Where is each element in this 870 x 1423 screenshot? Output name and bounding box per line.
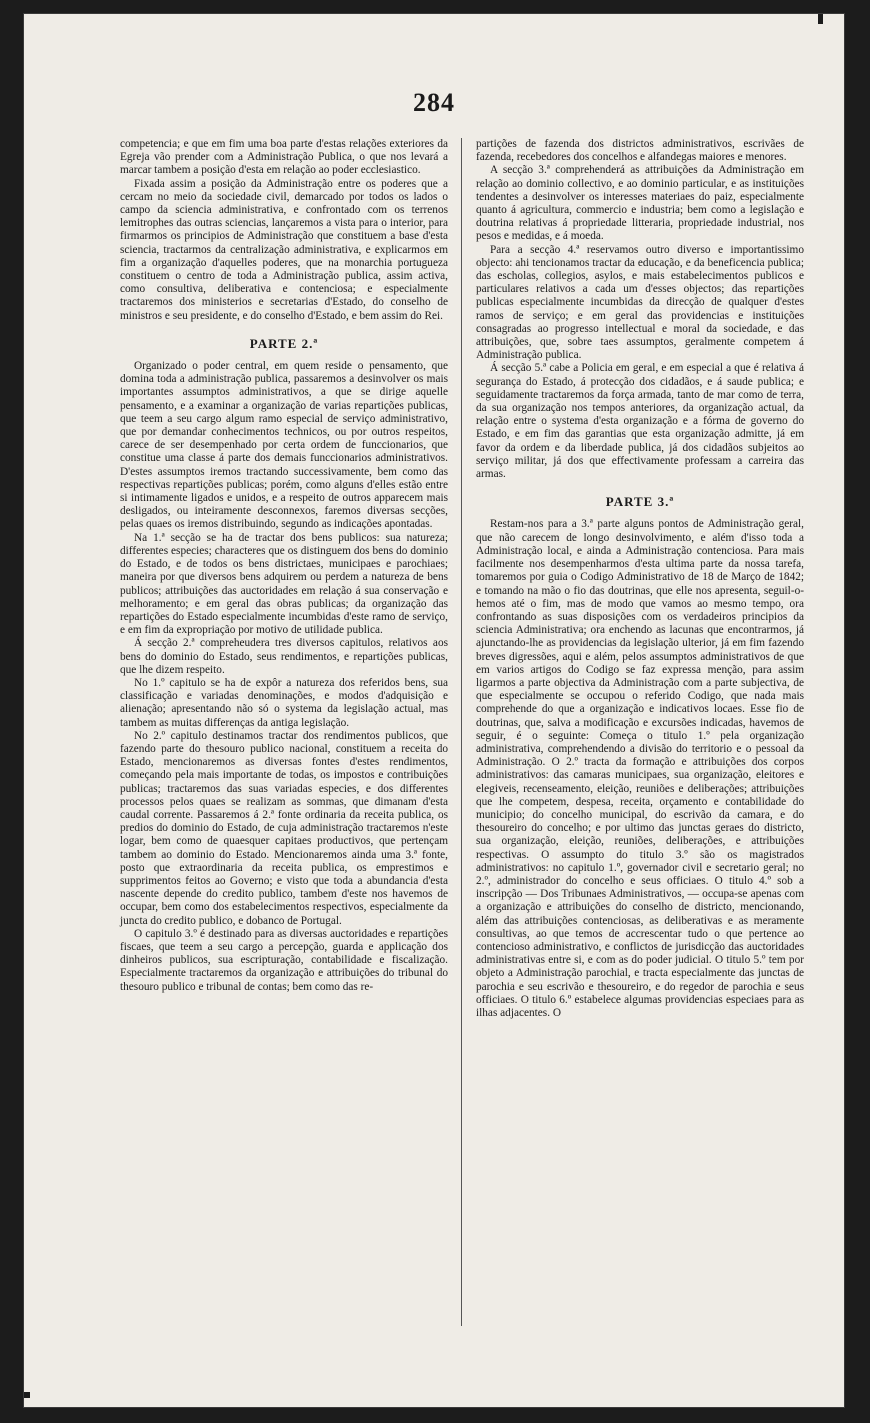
paragraph: O capitulo 3.º é destinado para as diversas auctoridades e repartições fiscaes, que teem a seu cargo a percepção, guarda e applicação dos dinheiros publicos, sua escripturação, contabilidade e fiscalização. Especialmente tractaremos da organização e attribuições do tribunal do thesouro publico e tribunal de contas; bem como das re-: [120, 927, 448, 993]
scan-corner-mark: [818, 14, 823, 24]
paragraph: Á secção 5.ª cabe a Policia em geral, e em especial a que é relativa á segurança do Estado, á protecção dos cidadãos, e á saude publica; e seguidamente tractaremos da força armada, tanto de mar como de terra, da sua organização nos tempos anteriores, da organização actual, da relação entre o systema d'esta organização e a fórma de governo do Estado, e em fim das garantias que esta organização admitte, já em favor da ordem e da liberdade publica, já dos cidadãos subjeitos ao serviço militar, já dos que effectivamente professam a carreira das armas.: [476, 362, 804, 481]
paragraph: Restam-nos para a 3.ª parte alguns pontos de Administração geral, que não carecem de longo desinvolvimento, e além d'isso toda a Administração local, e ainda a Administração contenciosa. Para mais facilmente nos desempenharmos d'esta ultima parte da nossa tarefa, tomaremos por guia o Codigo Administrativo de 18 de Março de 1842; e tomando na mão o fio das doutrinas, que elle nos apresenta, seguil-o-hemos até o fim, mas de modo que vamos ao mesmo tempo, ora confrontando as suas disposições com os verdadeiros principios da sciencia Administrativa; ora enchendo as lacunas que encontrarmos, já ajunctando-lhe as providencias da legislação ulterior, já em fim fazendo breves digressões, aqui e além, pelos assumptos administrativos de que em varios artigos do Codigo se faz expressa menção, para assim ligarmos a parte objectiva da Administração com a parte subjectiva, de que especialmente se occupou o referido Codigo, que nada mais comprehende do que a organização e indicativos locaes. Esse fio de doutrinas, que, salva a modificação e excursões indicadas, havemos de seguir, é o seguinte: Começa o titulo 1.º pela organização administrativa, comprehendendo a divisão do territorio e o pessoal da Administração. O 2.º tracta da formação e attribuições dos corpos administrativos: das camaras municipaes, sua organização, eleitores e elegiveis, recenseamento, eleição, reuniões e deliberações; attribuições que lhe competem, despesa, receita, orçamento e contabilidade do municipio; do concelho municipal, do escrivão da camara, e do thesoureiro do concelho; e por ultimo das junctas geraes do districto, sua organização, eleição, reuniões, deliberações, e attribuições respectivas. O assumpto do titulo 3.º são os magistrados administrativos: no capitulo 1.º, governador civil e secretario geral; no 2.º, administrador do concelho e seus officiaes. O titulo 4.º sob a inscripção — Dos Tribunaes Administrativos, — occupa-se apenas com a organização e attribuições do conselho de districto, mencionando, além das attribuições contenciosas, as deliberativas e as meramente consultivas, ao que temos de accrescentar tudo o que pertence ao contencioso administrativo, e conflictos de jurisdicção das auctoridades administrativas entre si, e com as do poder judicial. O titulo 5.º tem por objeto a Administração parochial, e tracta especialmente das junctas de parochia e seu escrivão e thesoureiro, e do regedor de parochia e seus officiaes. O titulo 6.º estabelece algumas providencias especiaes para as ilhas adjacentes. O: [476, 518, 804, 1019]
paragraph: A secção 3.ª comprehenderá as attribuições da Administração em relação ao dominio collectivo, e ao dominio particular, e as instituições tendentes a desinvolver os interesses materiaes do paiz, especialmente quanto á agricultura, commercio e industria; bem como a legislação e doutrina relativas á propriedade litteraria, propriedade industrial, nos pesos e medidas, e á moeda.: [476, 164, 804, 243]
paragraph: Na 1.ª secção se ha de tractar dos bens publicos: sua natureza; differentes especies; characteres que os distinguem dos bens do dominio do Estado, e de todos os bens districtaes, municipaes e parochiaes; maneira por que diversos bens adquirem ou perdem a natureza de bens publicos; attribuições das auctoridades em relação á sua conservação e melhoramento; e em geral das obras publicas; da organização das repartições do Estado especialmente incumbidas d'este ramo de serviço, e em fim da expropriação por motivo de utilidade publica.: [120, 531, 448, 637]
paragraph: Organizado o poder central, em quem reside o pensamento, que domina toda a administração publica, passaremos a desinvolver os mais importantes assumptos administrativos, a que se dirige aquelle pensamento, e a examinar a organização de varias repartições publicas, que teem a seu cargo algum ramo especial de serviço administrativo, que por demandar conhecimentos technicos, ou por outros respeitos, carece de ser desempenhado por certa ordem de funccionarios, que constitue uma classe á parte dos demais funccionarios administrativos. D'estes assumptos iremos tractando successivamente, bem como das respectivas repartições publicas; porém, como alguns d'elles estão entre si intimamente ligados e unidos, e a respeito de outros apparecem mais desligados, ou inteiramente desconnexos, faremos diversas secções, pelas quaes os iremos distribuindo, segundo as indicações apontadas.: [120, 360, 448, 531]
paragraph: Fixada assim a posição da Administração entre os poderes que a cercam no meio da sociedade civil, demarcado por todos os lados o campo da sciencia administrativa, e confrontado com os terrenos lemitrophes das outras sciencias, lançaremos a vista para o interior, para firmarmos os principios de Administração que constituem a base d'esta sciencia, tractarmos da centralização administrativa, e explicarmos em fim a organização d'aquelles poderes, que na monarchia portugueza constituem o centro de toda a Administração publica, assim activa, como consultiva, deliberativa e contenciosa; e especialmente tractaremos dos ministerios e secretarias d'Estado, do conselho de ministros e seu presidente, e do conselho d'Estado, e bem assim do Rei.: [120, 177, 448, 322]
paragraph: No 2.º capitulo destinamos tractar dos rendimentos publicos, que fazendo parte do thesouro publico nacional, constituem a receita do Estado, mencionaremos as diversas fontes d'estes rendimentos, começando pela mais importante de todas, os impostos e contribuições publicas; tractaremos das suas variadas especies, e dos differentes processos pelos quaes se realizam as sommas, que dimanam d'esta caudal corrente. Passaremos á 2.ª fonte ordinaria da receita publica, os predios do dominio do Estado, de cuja administração tractaremos n'este logar, bem como de quaesquer capitaes productivos, que pertençam tambem ao dominio do Estado. Mencionaremos ainda uma 3.ª fonte, posto que extraordinaria da receita publica, os emprestimos e supprimentos feitos ao Governo; e visto que toda a abundancia d'esta nascente depende do credito publico, tambem d'este nos havemos de occupar, bem como dos estabelecimentos respectivos, especialmente da juncta do credito publico, e dobanco de Portugal.: [120, 729, 448, 927]
right-column: [476, 138, 804, 1020]
scan-corner-mark: [24, 1392, 30, 1398]
paragraph: Para a secção 4.ª reservamos outro diverso e importantissimo objecto: ahi tencionamos tractar da educação, e da beneficencia publica; das escholas, collegios, asylos, e mais estabelecimentos publicos e particulares relativos a cada um d'esses objectos; das repartições publicas especialmente incumbidas da direcção de qualquer d'estes ramos de serviço; e em geral das providencias e instituições consagradas ao progresso intellectual e moral da sociedade, e das attribuições, que, sobre taes assumptos, geralmente competem á Administração publica.: [476, 243, 804, 362]
page-number: 284: [413, 88, 455, 117]
paragraph: No 1.º capitulo se ha de expôr a natureza dos referidos bens, sua classificação e variadas denominações, e modos d'adquisição e alienação; apresentando não só o systema da legislação actual, mas tambem as muitas differenças da antiga legislação.: [120, 676, 448, 729]
paragraph: competencia; e que em fim uma boa parte d'estas relações exteriores da Egreja vão prender com a Administração Publica, o que nos levará a marcar tambem a posição d'esta em relação ao poder ecclesiastico.: [120, 138, 448, 177]
section-heading: PARTE 3.ª: [605, 494, 675, 510]
left-column: [120, 138, 448, 994]
book-page: [24, 14, 844, 1407]
section-heading: PARTE 2.ª: [249, 335, 319, 351]
paragraph: Á secção 2.ª compreheudera tres diversos capitulos, relativos aos bens do dominio do Estado, seus rendimentos, e repartições publicas, que lhe dizem respeito.: [120, 637, 448, 676]
column-divider: [461, 138, 462, 1326]
paragraph: partições de fazenda dos districtos administrativos, escrivães de fazenda, recebedores dos concelhos e alfandegas maiores e menores.: [476, 138, 804, 164]
